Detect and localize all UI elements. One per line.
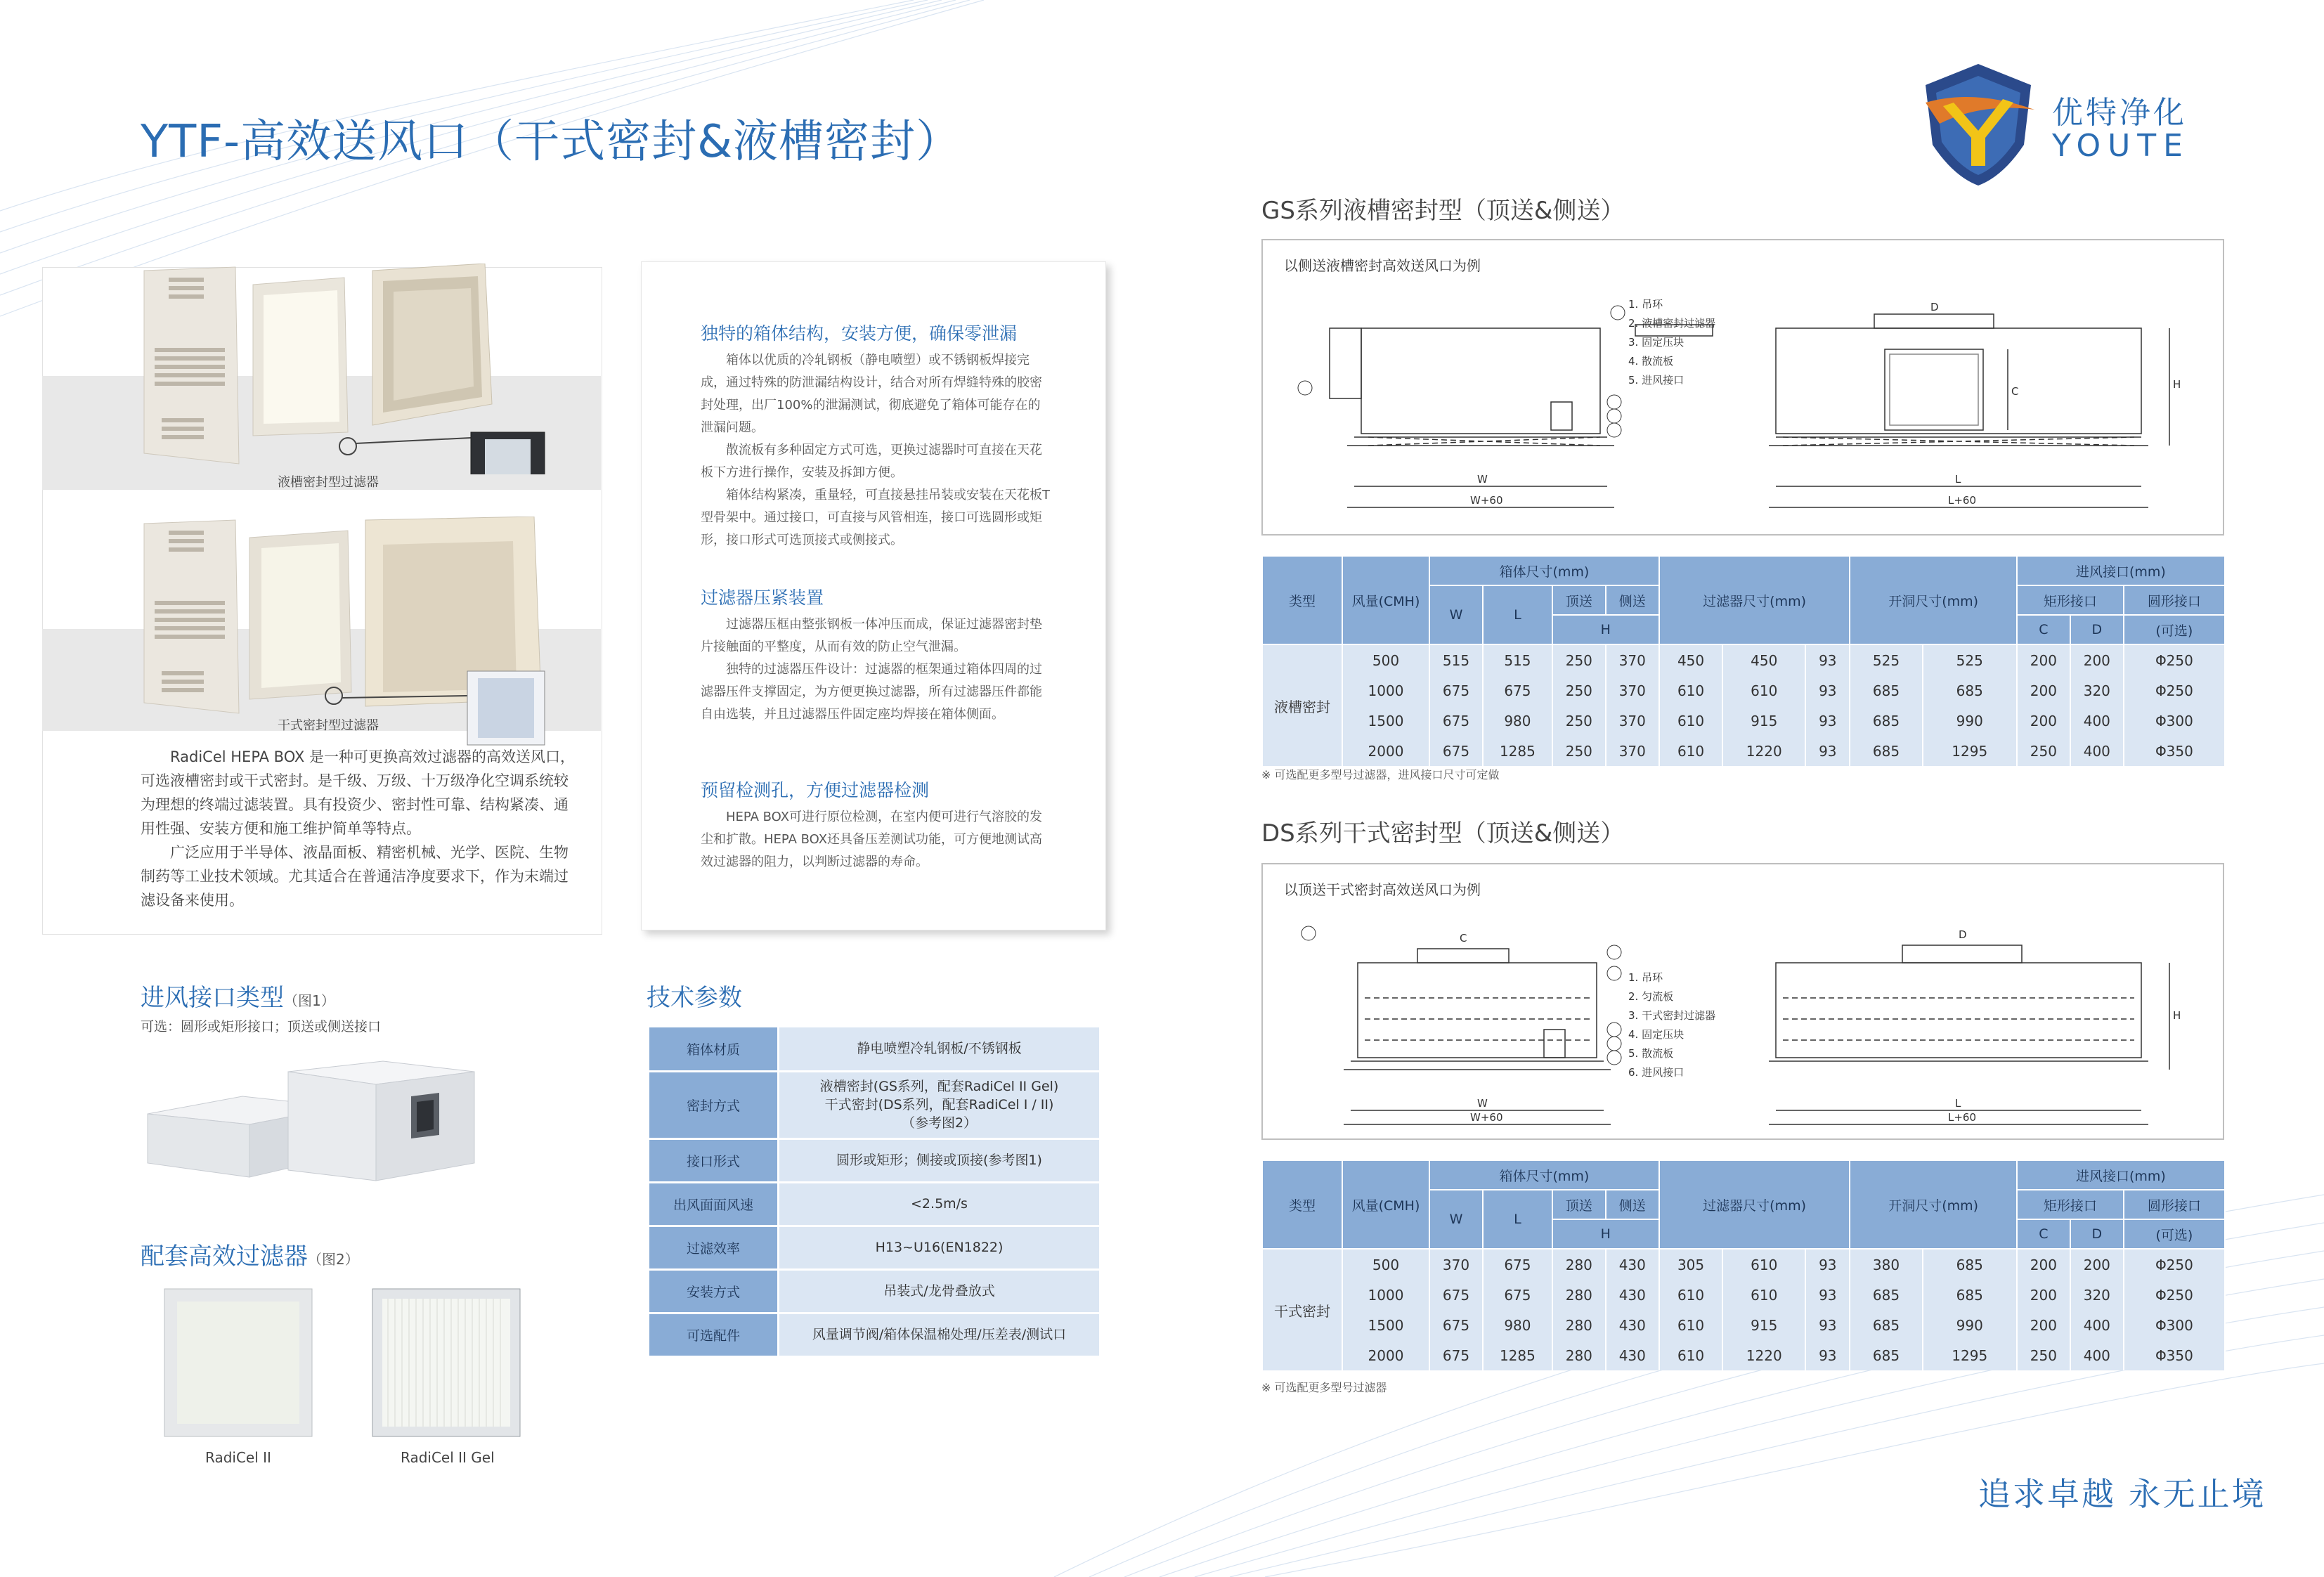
filter-label-2: RadiCel II Gel bbox=[401, 1449, 495, 1466]
ds-table-cell: 280 bbox=[1552, 1340, 1606, 1370]
gs-table-cell: 370 bbox=[1606, 675, 1659, 706]
gs-table-cell: 93 bbox=[1805, 644, 1850, 675]
feature-text-3 bbox=[701, 806, 1052, 874]
gs-table-cell: 370 bbox=[1606, 736, 1659, 766]
gs-dim-d: D bbox=[1930, 301, 1939, 313]
gs-table-cell: Φ250 bbox=[2124, 675, 2225, 706]
ds-drawing bbox=[1291, 907, 2205, 1131]
gs-table-cell: 525 bbox=[1923, 644, 2017, 675]
ds-table-cell: 430 bbox=[1606, 1340, 1659, 1370]
gs-legend-item: 4. 散流板 bbox=[1628, 355, 1674, 368]
ds-dim-h: H bbox=[2173, 1009, 2181, 1022]
ds-table-cell: 380 bbox=[1850, 1249, 1922, 1280]
gs-table-cell: 980 bbox=[1483, 706, 1552, 736]
gs-table-cell: 2000 bbox=[1342, 736, 1429, 766]
gs-spec-table bbox=[1261, 555, 2226, 766]
ds-table-cell: 685 bbox=[1850, 1280, 1922, 1310]
gs-table-cell: 1500 bbox=[1342, 706, 1429, 736]
ds-table-row bbox=[1262, 1249, 2225, 1280]
tech-key: 接口形式 bbox=[649, 1138, 779, 1182]
ds-table-cell: 1500 bbox=[1342, 1310, 1429, 1340]
ds-table-cell: 675 bbox=[1429, 1280, 1483, 1310]
ds-table-cell: 1220 bbox=[1722, 1340, 1805, 1370]
ds-table-cell: 93 bbox=[1805, 1340, 1850, 1370]
gs-table-cell: 675 bbox=[1429, 706, 1483, 736]
gs-table-cell: 200 bbox=[2017, 706, 2070, 736]
ds-table-cell: Φ300 bbox=[2124, 1310, 2225, 1340]
tech-value: 风量调节阀/箱体保温棉处理/压差表/测试口 bbox=[779, 1313, 1100, 1356]
ds-table-cell: 200 bbox=[2017, 1249, 2070, 1280]
gs-table-row bbox=[1262, 736, 2225, 766]
ds-table-cell: 685 bbox=[1850, 1340, 1922, 1370]
th-optional: (可选) bbox=[2124, 615, 2225, 644]
th-box: 箱体尺寸(mm) bbox=[1429, 1160, 1659, 1190]
th-top: 顶送 bbox=[1552, 1190, 1606, 1219]
gs-table-cell: 685 bbox=[1850, 736, 1922, 766]
feature-heading-3: 预留检测孔，方便过滤器检测 bbox=[701, 780, 930, 800]
th-airflow: 风量(CMH) bbox=[1342, 1160, 1429, 1249]
gs-table-cell: 250 bbox=[1552, 644, 1606, 675]
gs-table-cell: 610 bbox=[1722, 675, 1805, 706]
gs-table-cell: 610 bbox=[1659, 675, 1723, 706]
feature-1-paragraph-1: 箱体以优质的冷轧钢板（静电喷塑）或不锈钢板焊接完成，通过特殊的防泄漏结构设计，结合对所有焊缝特殊的胶密封处理，出厂100%的泄漏测试，彻底避免了箱体可能存在的泄漏问题。 bbox=[701, 353, 1042, 435]
feature-text-2 bbox=[701, 614, 1052, 726]
caption-dry-seal: 干式密封型过滤器 bbox=[278, 718, 379, 733]
th-opening: 开洞尺寸(mm) bbox=[1850, 1160, 2016, 1249]
gs-drawing bbox=[1291, 283, 2205, 528]
ds-table-cell: 915 bbox=[1722, 1310, 1805, 1340]
feature-1-paragraph-3: 箱体结构紧凑，重量轻，可直接悬挂吊装或安装在天花板T型骨架中。通过接口，可直接与风管相连，接口可选圆形或矩形，接口形式可选顶接式或侧接式。 bbox=[701, 488, 1050, 547]
slogan: 追求卓越 永无止境 bbox=[1978, 1475, 2266, 1513]
th-inlet: 进风接口(mm) bbox=[2017, 556, 2225, 585]
ds-table-cell: 675 bbox=[1483, 1280, 1552, 1310]
th-w: W bbox=[1429, 585, 1483, 644]
ds-heading: DS系列干式密封型（顶送&侧送） bbox=[1261, 819, 1625, 848]
gs-table-cell: 450 bbox=[1722, 644, 1805, 675]
ds-type-cell: 干式密封 bbox=[1262, 1249, 1342, 1370]
ds-table-cell: 400 bbox=[2070, 1340, 2124, 1370]
ds-table-cell: 280 bbox=[1552, 1249, 1606, 1280]
ds-table-cell: 980 bbox=[1483, 1310, 1552, 1340]
ds-dim-w60: W+60 bbox=[1470, 1111, 1503, 1124]
ds-table-cell: Φ250 bbox=[2124, 1249, 2225, 1280]
feature-heading-1: 独特的箱体结构，安装方便，确保零泄漏 bbox=[701, 323, 1018, 344]
th-h: H bbox=[1552, 1219, 1659, 1249]
th-type: 类型 bbox=[1262, 1160, 1342, 1249]
gs-table-cell: 250 bbox=[1552, 706, 1606, 736]
ds-table-cell: Φ350 bbox=[2124, 1340, 2225, 1370]
feature-heading-2: 过滤器压紧装置 bbox=[701, 588, 824, 608]
gs-table-cell: 450 bbox=[1659, 644, 1723, 675]
th-side: 侧送 bbox=[1606, 585, 1659, 615]
gs-table-cell: 250 bbox=[1552, 736, 1606, 766]
tech-value: 吊装式/龙骨叠放式 bbox=[779, 1269, 1100, 1313]
dry-seal-product-image bbox=[141, 517, 562, 748]
filter-images bbox=[163, 1287, 521, 1439]
ds-table-cell: 1285 bbox=[1483, 1340, 1552, 1370]
tech-value: <2.5m/s bbox=[779, 1182, 1100, 1226]
ds-table-cell: 430 bbox=[1606, 1249, 1659, 1280]
ds-table-cell: 610 bbox=[1722, 1249, 1805, 1280]
ds-dim-l: L bbox=[1955, 1097, 1961, 1110]
ds-legend-item: 6. 进风接口 bbox=[1628, 1066, 1684, 1079]
ds-table-cell: 93 bbox=[1805, 1310, 1850, 1340]
ds-table-cell: 685 bbox=[1923, 1280, 2017, 1310]
ds-table-cell: 610 bbox=[1659, 1310, 1723, 1340]
inlet-heading-text: 进风接口类型 bbox=[141, 984, 284, 1012]
gs-diagram-box bbox=[1261, 239, 2224, 536]
gs-table-cell: Φ300 bbox=[2124, 706, 2225, 736]
gs-dim-h: H bbox=[2173, 378, 2181, 391]
intro-paragraph-1: RadiCel HEPA BOX 是一种可更换高效过滤器的高效送风口，可选液槽密封或干式密封。是千级、万级、十万级净化空调系统较为理想的终端过滤装置。具有投资少、密封性可靠、结构紧凑、通用性强、安装方便和施工维护简单等特点。 bbox=[141, 748, 575, 837]
gs-legend-item: 2. 液槽密封过滤器 bbox=[1628, 317, 1716, 330]
gs-table-cell: 93 bbox=[1805, 706, 1850, 736]
gs-table-cell: 515 bbox=[1483, 644, 1552, 675]
ds-table-cell: 1295 bbox=[1923, 1340, 2017, 1370]
filters-heading-text: 配套高效过滤器 bbox=[141, 1242, 308, 1271]
th-side: 侧送 bbox=[1606, 1190, 1659, 1219]
th-rect: 矩形接口 bbox=[2017, 585, 2124, 615]
gs-dim-w: W bbox=[1477, 473, 1488, 486]
ds-table-cell: 675 bbox=[1483, 1249, 1552, 1280]
feature-card bbox=[641, 261, 1106, 930]
inlet-subtitle: 可选：圆形或矩形接口；顶送或侧送接口 bbox=[141, 1019, 382, 1034]
ds-legend-item: 4. 固定压块 bbox=[1628, 1028, 1684, 1041]
tech-key: 箱体材质 bbox=[649, 1027, 779, 1071]
ds-table-cell: 430 bbox=[1606, 1280, 1659, 1310]
gs-table-cell: 320 bbox=[2070, 675, 2124, 706]
ds-table-cell: 610 bbox=[1659, 1280, 1723, 1310]
ds-table-cell: 685 bbox=[1850, 1310, 1922, 1340]
feature-2-paragraph-1: 过滤器压框由整张钢板一体冲压而成，保证过滤器密封垫片接触面的平整度，从而有效的防止空气泄漏。 bbox=[701, 617, 1042, 654]
shield-logo-icon bbox=[1919, 60, 2038, 187]
th-top: 顶送 bbox=[1552, 585, 1606, 615]
ds-table-cell: 280 bbox=[1552, 1280, 1606, 1310]
th-l: L bbox=[1483, 1190, 1552, 1249]
th-filter: 过滤器尺寸(mm) bbox=[1659, 556, 1850, 644]
ds-spec-table bbox=[1261, 1160, 2226, 1370]
gs-legend-item: 1. 吊环 bbox=[1628, 298, 1663, 311]
gs-table-cell: 610 bbox=[1659, 736, 1723, 766]
gs-table-cell: 990 bbox=[1923, 706, 2017, 736]
ds-table-cell: 400 bbox=[2070, 1310, 2124, 1340]
gs-legend-item: 5. 进风接口 bbox=[1628, 374, 1684, 387]
th-d: D bbox=[2070, 1219, 2124, 1249]
gs-table-cell: 370 bbox=[1606, 706, 1659, 736]
gs-table-cell: 610 bbox=[1659, 706, 1723, 736]
th-c: C bbox=[2017, 615, 2070, 644]
ds-diagram-box bbox=[1261, 863, 2224, 1140]
ds-table-cell: 280 bbox=[1552, 1310, 1606, 1340]
logo-english-name: YOUTE bbox=[2052, 128, 2190, 164]
brand-logo bbox=[1919, 60, 2200, 194]
gs-table-cell: 685 bbox=[1850, 706, 1922, 736]
inlet-heading bbox=[141, 978, 335, 1013]
ds-table-cell: 675 bbox=[1429, 1340, 1483, 1370]
tech-key: 出风面面风速 bbox=[649, 1182, 779, 1226]
tech-heading: 技术参数 bbox=[647, 984, 742, 1012]
ds-legend-item: 3. 干式密封过滤器 bbox=[1628, 1009, 1716, 1022]
gs-table-row bbox=[1262, 706, 2225, 736]
product-introduction bbox=[141, 745, 576, 912]
gs-table-cell: 1285 bbox=[1483, 736, 1552, 766]
tech-value: 圆形或矩形；侧接或顶接(参考图1) bbox=[779, 1138, 1100, 1182]
gs-table-cell: 675 bbox=[1429, 736, 1483, 766]
gs-table-cell: 93 bbox=[1805, 675, 1850, 706]
ds-table-cell: 320 bbox=[2070, 1280, 2124, 1310]
ds-table-cell: 430 bbox=[1606, 1310, 1659, 1340]
feature-text-1 bbox=[701, 349, 1052, 552]
gs-type-cell: 液槽密封 bbox=[1262, 644, 1342, 766]
tech-value: 液槽密封(GS系列，配套RadiCel II Gel) 干式密封(DS系列，配套RadiCel I / II) （参考图2） bbox=[779, 1071, 1100, 1138]
tech-key: 可选配件 bbox=[649, 1313, 779, 1356]
tech-value: H13~U16(EN1822) bbox=[779, 1226, 1100, 1269]
th-opening: 开洞尺寸(mm) bbox=[1850, 556, 2016, 644]
gs-table-cell: 400 bbox=[2070, 736, 2124, 766]
gs-table-cell: 200 bbox=[2017, 675, 2070, 706]
logo-chinese-name: 优特净化 bbox=[2052, 95, 2187, 131]
gs-table-cell: 400 bbox=[2070, 706, 2124, 736]
inlet-fig-label: （图1） bbox=[284, 992, 335, 1009]
ds-table-cell: 305 bbox=[1659, 1249, 1723, 1280]
ds-table-cell: 990 bbox=[1923, 1310, 2017, 1340]
gs-dim-l60: L+60 bbox=[1948, 494, 1977, 507]
ds-table-cell: 675 bbox=[1429, 1310, 1483, 1340]
tech-value: 静电喷塑冷轧钢板/不锈钢板 bbox=[779, 1027, 1100, 1071]
th-round: 圆形接口 bbox=[2124, 585, 2225, 615]
ds-table-row bbox=[1262, 1280, 2225, 1310]
ds-table-cell: Φ250 bbox=[2124, 1280, 2225, 1310]
gs-table-cell: 250 bbox=[1552, 675, 1606, 706]
gs-table-cell: Φ350 bbox=[2124, 736, 2225, 766]
tech-key: 密封方式 bbox=[649, 1071, 779, 1138]
th-inlet: 进风接口(mm) bbox=[2017, 1160, 2225, 1190]
ds-table-cell: 93 bbox=[1805, 1249, 1850, 1280]
ds-table-cell: 93 bbox=[1805, 1280, 1850, 1310]
gs-table-cell: 685 bbox=[1923, 675, 2017, 706]
feature-1-paragraph-2: 散流板有多种固定方式可选，更换过滤器时可直接在天花板下方进行操作，安装及拆卸方便。 bbox=[701, 443, 1042, 480]
ds-legend-item: 5. 散流板 bbox=[1628, 1047, 1674, 1060]
ds-dim-d: D bbox=[1959, 928, 1967, 941]
gs-table-cell: 525 bbox=[1850, 644, 1922, 675]
gs-table-row bbox=[1262, 675, 2225, 706]
th-c: C bbox=[2017, 1219, 2070, 1249]
ds-legend-item: 1. 吊环 bbox=[1628, 971, 1663, 984]
gs-table-cell: 915 bbox=[1722, 706, 1805, 736]
gs-table-cell: 1295 bbox=[1923, 736, 2017, 766]
gs-table-cell: 1000 bbox=[1342, 675, 1429, 706]
filters-fig-label: （图2） bbox=[308, 1251, 359, 1268]
filters-heading bbox=[141, 1237, 359, 1271]
ds-table-cell: 610 bbox=[1659, 1340, 1723, 1370]
gs-table-cell: 675 bbox=[1483, 675, 1552, 706]
gs-note: ※ 可选配更多型号过滤器，进风接口尺寸可定做 bbox=[1261, 768, 1500, 781]
gs-dim-w60: W+60 bbox=[1470, 494, 1503, 507]
feature-2-paragraph-2: 独特的过滤器压件设计：过滤器的框架通过箱体四周的过滤器压件支撑固定，为方便更换过滤器，所有过滤器压件都能自由选装，并且过滤器压件固定座均焊接在箱体侧面。 bbox=[701, 662, 1042, 722]
ds-note: ※ 可选配更多型号过滤器 bbox=[1261, 1381, 1387, 1394]
inlet-type-image bbox=[144, 1058, 481, 1198]
ds-table-row bbox=[1262, 1310, 2225, 1340]
gs-table-cell: 675 bbox=[1429, 675, 1483, 706]
th-optional: (可选) bbox=[2124, 1219, 2225, 1249]
th-d: D bbox=[2070, 615, 2124, 644]
th-w: W bbox=[1429, 1190, 1483, 1249]
th-l: L bbox=[1483, 585, 1552, 644]
ds-dim-l60: L+60 bbox=[1948, 1111, 1977, 1124]
feature-3-paragraph-1: HEPA BOX可进行原位检测，在室内便可进行气溶胶的发尘和扩散。HEPA BOX还具备压差测试功能，可方便地测试高效过滤器的阻力，以判断过滤器的寿命。 bbox=[701, 810, 1043, 869]
ds-table-cell: 1000 bbox=[1342, 1280, 1429, 1310]
ds-table-cell: 250 bbox=[2017, 1340, 2070, 1370]
gs-table-cell: 515 bbox=[1429, 644, 1483, 675]
ds-table-cell: 2000 bbox=[1342, 1340, 1429, 1370]
tech-key: 过滤效率 bbox=[649, 1226, 779, 1269]
gs-table-cell: 93 bbox=[1805, 736, 1850, 766]
th-h: H bbox=[1552, 615, 1659, 644]
ds-table-cell: 200 bbox=[2017, 1280, 2070, 1310]
intro-paragraph-2: 广泛应用于半导体、液晶面板、精密机械、光学、医院、生物制药等工业技术领域。尤其适合在普通洁净度要求下，作为末端过滤设备来使用。 bbox=[141, 844, 569, 909]
th-filter: 过滤器尺寸(mm) bbox=[1659, 1160, 1850, 1249]
gs-table-cell: 200 bbox=[2017, 644, 2070, 675]
gs-diagram-caption: 以侧送液槽密封高效送风口为例 bbox=[1284, 257, 1481, 274]
liquid-seal-product-image bbox=[141, 264, 562, 474]
ds-table-cell: 500 bbox=[1342, 1249, 1429, 1280]
gs-table-cell: 200 bbox=[2070, 644, 2124, 675]
gs-table-cell: 1220 bbox=[1722, 736, 1805, 766]
ds-dim-c: C bbox=[1460, 932, 1467, 945]
caption-liquid-seal: 液槽密封型过滤器 bbox=[278, 475, 379, 490]
gs-table-cell: Φ250 bbox=[2124, 644, 2225, 675]
th-round: 圆形接口 bbox=[2124, 1190, 2225, 1219]
ds-legend bbox=[1628, 968, 1715, 1082]
ds-table-row bbox=[1262, 1340, 2225, 1370]
gs-table-cell: 685 bbox=[1850, 675, 1922, 706]
ds-table-cell: 370 bbox=[1429, 1249, 1483, 1280]
gs-table-row bbox=[1262, 644, 2225, 675]
ds-dim-w: W bbox=[1477, 1097, 1488, 1110]
page-title: YTF-高效送风口（干式密封&液槽密封） bbox=[141, 116, 961, 168]
ds-table-cell: 200 bbox=[2070, 1249, 2124, 1280]
gs-heading: GS系列液槽密封型（顶送&侧送） bbox=[1261, 197, 1625, 225]
tech-params-table bbox=[649, 1027, 1099, 1358]
th-rect: 矩形接口 bbox=[2017, 1190, 2124, 1219]
th-airflow: 风量(CMH) bbox=[1342, 556, 1429, 644]
gs-table-cell: 370 bbox=[1606, 644, 1659, 675]
ds-table-cell: 200 bbox=[2017, 1310, 2070, 1340]
ds-table-cell: 685 bbox=[1923, 1249, 2017, 1280]
th-type: 类型 bbox=[1262, 556, 1342, 644]
gs-legend bbox=[1628, 295, 1715, 390]
tech-key: 安装方式 bbox=[649, 1269, 779, 1313]
gs-legend-item: 3. 固定压块 bbox=[1628, 336, 1684, 349]
ds-legend-item: 2. 匀流板 bbox=[1628, 990, 1674, 1003]
gs-table-cell: 500 bbox=[1342, 644, 1429, 675]
gs-dim-c: C bbox=[2011, 385, 2019, 398]
filter-label-1: RadiCel II bbox=[205, 1449, 271, 1466]
gs-dim-l: L bbox=[1955, 473, 1961, 486]
th-box: 箱体尺寸(mm) bbox=[1429, 556, 1659, 585]
gs-table-cell: 250 bbox=[2017, 736, 2070, 766]
ds-diagram-caption: 以顶送干式密封高效送风口为例 bbox=[1284, 881, 1481, 898]
ds-table-cell: 610 bbox=[1722, 1280, 1805, 1310]
